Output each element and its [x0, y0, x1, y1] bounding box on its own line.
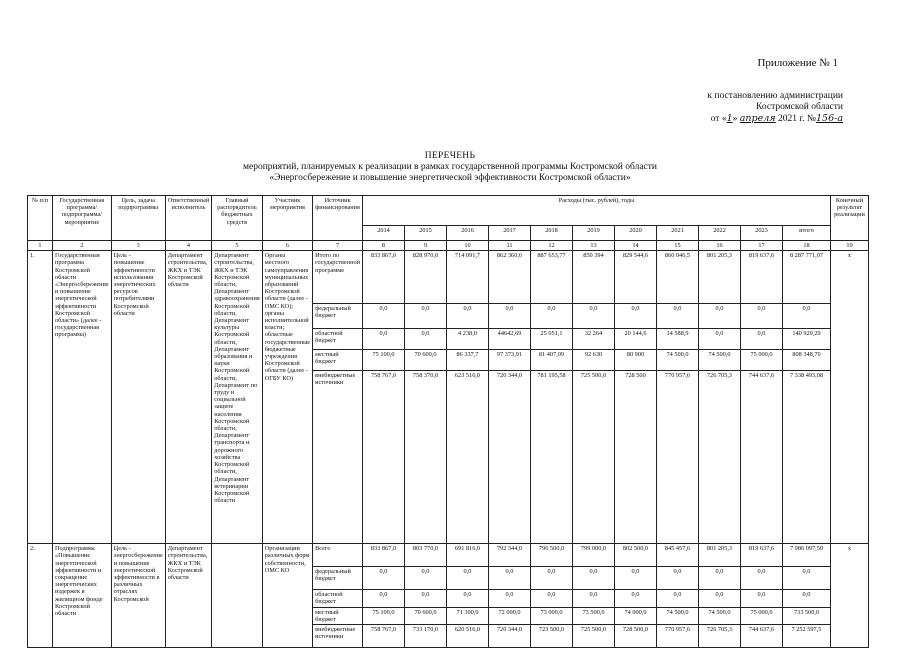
header-row — [28, 196, 869, 226]
expense-value: 7 252 597,5 — [782, 625, 830, 648]
expense-value: 0,0 — [488, 567, 530, 590]
expense-value: 0,0 — [446, 567, 488, 590]
expense-value: 0,0 — [698, 567, 740, 590]
expense-value: 728 500 — [614, 371, 656, 544]
expense-value: 728 500,0 — [614, 625, 656, 648]
expense-value: 0,0 — [404, 590, 446, 607]
expense-value: 758 767,0 — [362, 625, 404, 648]
expense-value: 0,0 — [530, 590, 572, 607]
row-result: х — [830, 251, 868, 544]
column-number: 5 — [212, 241, 262, 251]
expense-value: 0,0 — [698, 590, 740, 607]
column-number: 2 — [53, 241, 112, 251]
expense-value: 0,0 — [782, 567, 830, 590]
row-number: 1. — [28, 251, 53, 544]
expense-value: 803 770,0 — [404, 544, 446, 567]
expense-value: 75 100,0 — [362, 607, 404, 624]
expense-value: 801 205,3 — [698, 251, 740, 304]
funding-source: Всего — [313, 544, 363, 567]
expense-value: 802 500,0 — [614, 544, 656, 567]
expense-value: 620 516,0 — [446, 625, 488, 648]
funding-source: внебюджетные источники — [313, 625, 363, 648]
expense-value: 758 370,0 — [404, 371, 446, 544]
column-numbers-row — [28, 241, 869, 251]
expense-value: 0,0 — [740, 329, 782, 350]
year-header: 2023 — [740, 226, 782, 241]
expense-value: 74 000,0 — [614, 607, 656, 624]
year-header: 2016 — [446, 226, 488, 241]
date-prefix: от « — [710, 114, 727, 124]
column-number: 17 — [740, 241, 782, 251]
header-source: Источник финансирования — [313, 196, 363, 241]
funding-source: федеральный бюджет — [313, 567, 363, 590]
row-program: Государственная программа Костромской области «Энергосбережение и повышение энергетической эффективности Костромской области» (далее - государственная программа) — [53, 251, 112, 544]
header-result: Конечный результат реализации — [830, 196, 868, 241]
expense-value: 0,0 — [782, 590, 830, 607]
expense-value: 0,0 — [530, 567, 572, 590]
expense-value: 75 100,0 — [362, 350, 404, 371]
expense-value: 0,0 — [572, 590, 614, 607]
expense-value: 8 287 771,07 — [782, 251, 830, 304]
expense-value: 744 637,6 — [740, 625, 782, 648]
expense-value: 72 000,0 — [488, 607, 530, 624]
expense-value: 714 091,7 — [446, 251, 488, 304]
year-header: 2021 — [656, 226, 698, 241]
expense-value: 723 500,0 — [530, 625, 572, 648]
expense-value: 0,0 — [698, 304, 740, 329]
expense-value: 801 205,3 — [698, 544, 740, 567]
expense-value: 720 344,0 — [488, 625, 530, 648]
funding-source: областной бюджет — [313, 329, 363, 350]
expense-value: 71 300,0 — [446, 607, 488, 624]
expense-value: 833 867,0 — [362, 251, 404, 304]
row-program: Подпрограмма «Повышение энергетической эффективности и сокращение энергетических издержек в жилищном фонде Костромской области — [53, 544, 112, 648]
expense-value: 0,0 — [614, 304, 656, 329]
expense-value: 25 051,1 — [530, 329, 572, 350]
handwritten-number: 156-а — [815, 113, 843, 124]
funding-source: внебюджетные источники — [313, 371, 363, 544]
funding-source: местный бюджет — [313, 350, 363, 371]
column-number: 6 — [262, 241, 312, 251]
expense-value: 92 630 — [572, 350, 614, 371]
expense-value: 845 457,6 — [656, 544, 698, 567]
row-manager: Департамент строительства, ЖКХ и ТЭК Костромской области, Департамент здравоохранения Костромской области, Департамент культуры Костромской области, Департамент образования и науки Костромской области, Департамент по труду и социальной защите населения Костромской области, Департамент транспорта и дорожного хозяйства Костромской области, Департамент ветеринарии Костромской области — [212, 251, 262, 544]
header-participant: Участник мероприятия — [262, 196, 312, 241]
expense-value: 70 600,0 — [404, 350, 446, 371]
expense-value: 0,0 — [656, 567, 698, 590]
expense-value: 770 957,6 — [656, 371, 698, 544]
expense-value: 80 900 — [614, 350, 656, 371]
document-title — [120, 151, 780, 184]
column-number: 14 — [614, 241, 656, 251]
row-manager — [212, 544, 262, 648]
expense-value: 828 970,0 — [404, 251, 446, 304]
expense-value: 744 637,6 — [740, 371, 782, 544]
expense-value: 0,0 — [698, 329, 740, 350]
header-num: № п/п — [28, 196, 53, 241]
expense-value: 833 867,0 — [362, 544, 404, 567]
row-participant: Организации различных форм собственности, ОМС КО — [262, 544, 312, 648]
expense-value: 725 500,0 — [572, 371, 614, 544]
date-year: 2021 г. № — [775, 114, 816, 124]
expense-value: 0,0 — [404, 304, 446, 329]
funding-source: федеральный бюджет — [313, 304, 363, 329]
column-number: 1 — [28, 241, 53, 251]
expense-value: 0,0 — [656, 304, 698, 329]
expense-value: 14 588,9 — [656, 329, 698, 350]
table-row — [28, 544, 869, 567]
expense-value: 758 767,0 — [362, 371, 404, 544]
row-participant: Органы местного самоуправления муниципальных образований Костромской области (далее - ОМС КО); органы исполнительной власти; областные государственные бюджетные учреждения Костромской области (далее - ОГБУ КО) — [262, 251, 312, 544]
expense-value: 0,0 — [362, 590, 404, 607]
column-number: 15 — [656, 241, 698, 251]
appendix-line-2: Костромской области — [756, 102, 843, 112]
funding-source: Итого по государственной программе — [313, 251, 363, 304]
row-goal: Цель - повышение эффективности использования энергетических ресурсов потребителями Костромской области — [111, 251, 165, 544]
header-executor: Ответственный исполнитель — [165, 196, 211, 241]
expense-value: 733 500,0 — [782, 607, 830, 624]
header-goal: Цель, задача подпрограммы — [111, 196, 165, 241]
expense-value: 74 500,0 — [656, 350, 698, 371]
expense-value: 4 238,0 — [446, 329, 488, 350]
expense-value: 44642,69 — [488, 329, 530, 350]
expense-value: 140 929,29 — [782, 329, 830, 350]
expense-value: 74 500,0 — [656, 607, 698, 624]
appendix-line-1: к постановлению администрации — [707, 91, 843, 101]
appendix-block — [643, 58, 843, 125]
expense-value: 887 653,77 — [530, 251, 572, 304]
row-goal: Цель - энергосбережение и повышение энергетической эффективности в различных отраслях Костромской — [111, 544, 165, 648]
expense-value: 75 000,0 — [740, 607, 782, 624]
expense-value: 860 046,5 — [656, 251, 698, 304]
expense-value: 0,0 — [572, 304, 614, 329]
expense-value: 808 348,70 — [782, 350, 830, 371]
expense-value: 97 373,91 — [488, 350, 530, 371]
expense-value: 0,0 — [530, 304, 572, 329]
expense-value: 0,0 — [740, 590, 782, 607]
table-row — [28, 251, 869, 304]
expense-value: 829 544,6 — [614, 251, 656, 304]
expense-value: 0,0 — [446, 304, 488, 329]
year-header: итого — [782, 226, 830, 241]
column-number: 3 — [111, 241, 165, 251]
year-header: 2015 — [404, 226, 446, 241]
column-number: 8 — [362, 241, 404, 251]
expense-value: 691 816,0 — [446, 544, 488, 567]
expense-value: 862 360,6 — [488, 251, 530, 304]
expense-value: 0,0 — [782, 304, 830, 329]
header-program: Государственная программа/подпрограмма/мероприятие — [53, 196, 112, 241]
handwritten-day: 1 — [726, 113, 733, 124]
expense-value: 74 500,0 — [698, 607, 740, 624]
expense-value: 0,0 — [362, 329, 404, 350]
expense-value: 7 986 097,50 — [782, 544, 830, 567]
year-header: 2018 — [530, 226, 572, 241]
title-line-1: мероприятий, планируемых к реализации в рамках государственной программы Костромской области — [242, 162, 657, 172]
expense-value: 73 500,0 — [572, 607, 614, 624]
funding-source: областной бюджет — [313, 590, 363, 607]
expense-value: 0,0 — [446, 590, 488, 607]
column-number: 9 — [404, 241, 446, 251]
expense-value: 86 337,7 — [446, 350, 488, 371]
expense-value: 623 516,0 — [446, 371, 488, 544]
expense-value: 819 637,6 — [740, 251, 782, 304]
date-mid: » — [732, 114, 740, 124]
appendix-title: Приложение № 1 — [757, 57, 838, 69]
expense-value: 7 338 493,08 — [782, 371, 830, 544]
expense-value: 0,0 — [572, 567, 614, 590]
expense-value: 796 500,0 — [530, 544, 572, 567]
column-number: 10 — [446, 241, 488, 251]
expense-value: 799 000,0 — [572, 544, 614, 567]
row-result: х — [830, 544, 868, 648]
expense-value: 0,0 — [362, 567, 404, 590]
expense-value: 792 344,0 — [488, 544, 530, 567]
row-executor: Департамент строительства, ЖКХ и ТЭК Костромской области — [165, 251, 211, 544]
expense-value: 726 705,3 — [698, 371, 740, 544]
expense-value: 725 500,0 — [572, 625, 614, 648]
funding-source: местный бюджет — [313, 607, 363, 624]
year-header: 2022 — [698, 226, 740, 241]
row-number: 2. — [28, 544, 53, 648]
row-executor: Департамент строительства, ЖКХ и ТЭК Костромской области — [165, 544, 211, 648]
column-number: 12 — [530, 241, 572, 251]
header-expenses: Расходы (тыс. рублей), годы — [362, 196, 830, 226]
expense-value: 0,0 — [404, 329, 446, 350]
expense-value: 70 600,0 — [404, 607, 446, 624]
column-number: 13 — [572, 241, 614, 251]
expense-value: 770 957,6 — [656, 625, 698, 648]
expense-value: 733 170,0 — [404, 625, 446, 648]
expense-value: 73 000,0 — [530, 607, 572, 624]
column-number: 11 — [488, 241, 530, 251]
expense-value: 74 500,0 — [698, 350, 740, 371]
expense-value: 0,0 — [404, 567, 446, 590]
expense-value: 726 705,3 — [698, 625, 740, 648]
column-number: 4 — [165, 241, 211, 251]
year-header: 2014 — [362, 226, 404, 241]
expense-value: 0,0 — [488, 304, 530, 329]
column-number: 16 — [698, 241, 740, 251]
handwritten-month: апреля — [739, 113, 776, 124]
measures-table — [27, 195, 869, 648]
expense-value: 720 344,0 — [488, 371, 530, 544]
column-number: 19 — [830, 241, 868, 251]
expense-value: 0,0 — [740, 304, 782, 329]
expense-value: 81 407,09 — [530, 350, 572, 371]
expense-value: 0,0 — [362, 304, 404, 329]
expense-value: 850 394 — [572, 251, 614, 304]
expense-value: 0,0 — [656, 590, 698, 607]
year-header: 2020 — [614, 226, 656, 241]
expense-value: 0,0 — [740, 567, 782, 590]
year-header: 2019 — [572, 226, 614, 241]
expense-value: 0,0 — [488, 590, 530, 607]
expense-value: 781 195,58 — [530, 371, 572, 544]
expense-value: 0,0 — [614, 567, 656, 590]
title-line-2: «Энергосбережение и повышение энергетической эффективности Костромской области» — [269, 173, 631, 183]
column-number: 18 — [782, 241, 830, 251]
appendix-date-line — [643, 113, 843, 125]
column-number: 7 — [313, 241, 363, 251]
header-manager: Главный распорядитель бюджетных средств — [212, 196, 262, 241]
expense-value: 819 637,6 — [740, 544, 782, 567]
title-heading: ПЕРЕЧЕНЬ — [424, 151, 476, 161]
expense-value: 0,0 — [614, 590, 656, 607]
expense-value: 20 144,6 — [614, 329, 656, 350]
year-header: 2017 — [488, 226, 530, 241]
expense-value: 75 000,0 — [740, 350, 782, 371]
expense-value: 32 264 — [572, 329, 614, 350]
